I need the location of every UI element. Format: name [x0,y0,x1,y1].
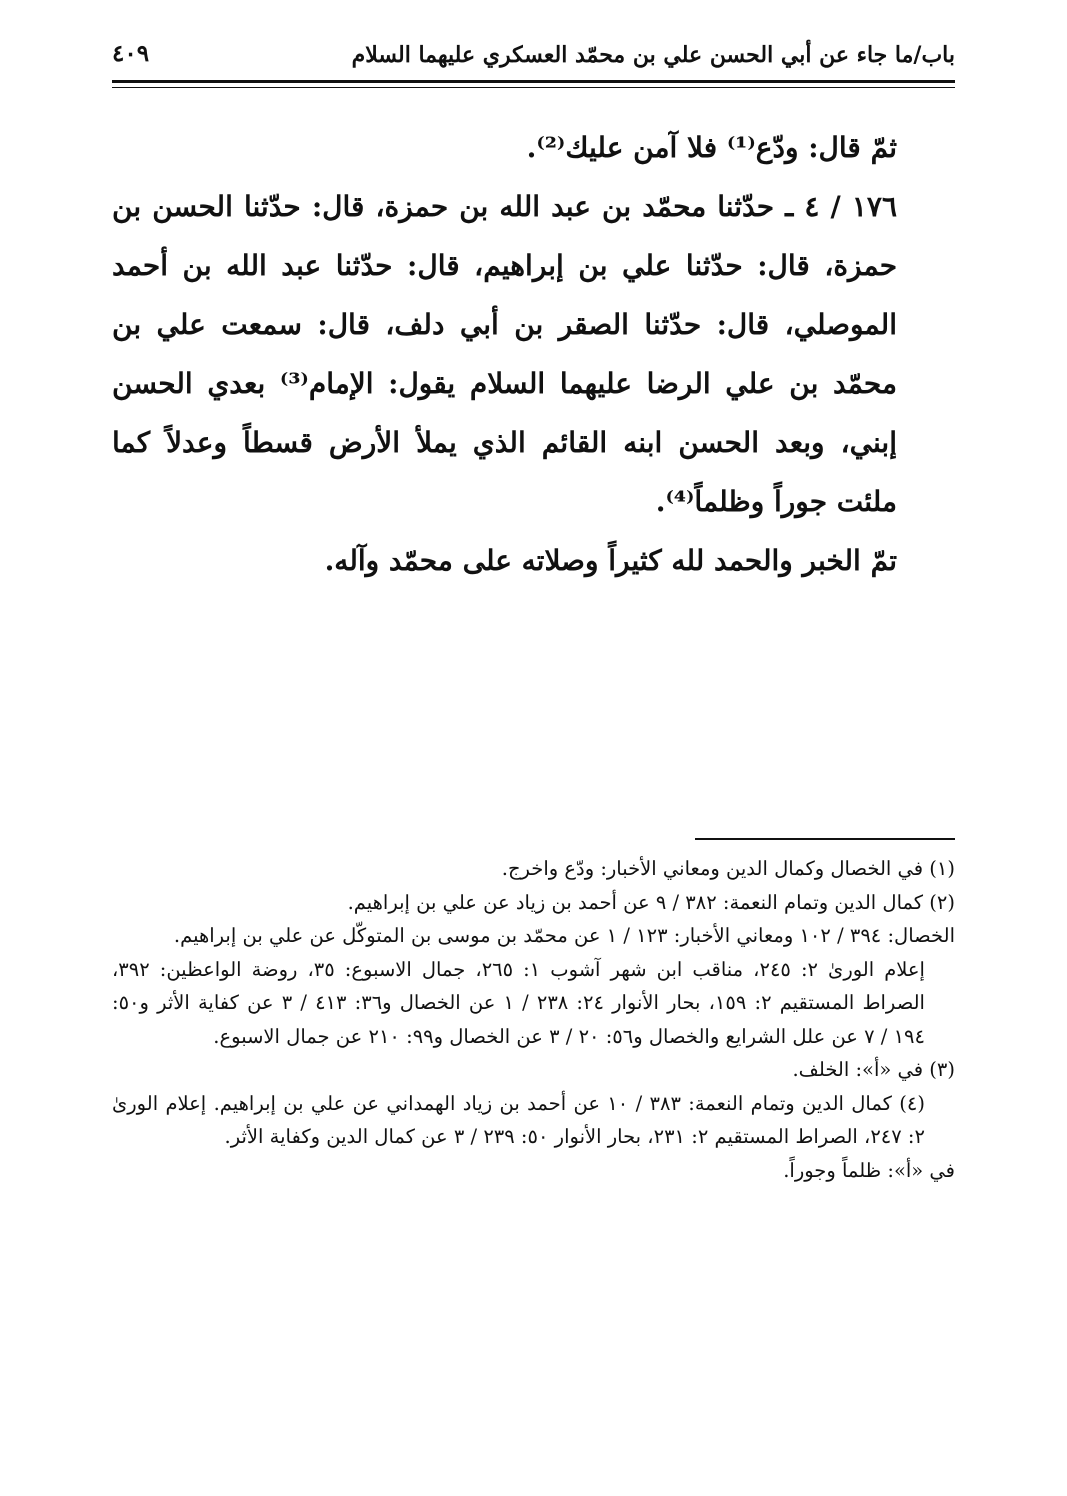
footnote-4-variant: في «أ»: ظلماً وجوراً. [783,1158,955,1182]
footnote-3: (٣) في «أ»: الخلف. [792,1058,955,1081]
paragraph-hadith-176: ١٧٦ / ٤ ـ حدّثنا محمّد بن عبد الله بن حمزة، قال: حدّثنا الحسن بن حمزة، قال: حدّثنا علي بن إبراهيم، قال: حدّثنا عبد الله بن أحمد الموصلي، قال: حدّثنا الصقر بن أبي دلف، قال: سمعت علي بن محمّد بن علي الرضا عليهما السلام يقول: الإمام⁽³⁾ بعدي الحسن إبني، وبعد الحسن ابنه القائم الذي يملأ الأرض قسطاً وعدلاً كما ملئت جوراً وظلماً⁽⁴⁾. [112,190,897,518]
paragraph-closing: تمّ الخبر والحمد لله كثيراً وصلاته على محمّد وآله. [324,544,897,577]
footnote-1: (١) في الخصال وكمال الدين ومعاني الأخبار: ودّع واخرج. [501,857,955,880]
footnotes [112,852,955,1187]
page-number: ٤٠٩ [112,40,150,67]
page-header [112,38,955,74]
main-text [112,118,955,590]
footnote-2-references: إعلام الورىٰ ٢: ٢٤٥، مناقب ابن شهر آشوب ١: ٢٦٥، جمال الاسبوع: ٣٥، روضة الواعظين: ٣٩٢، الصراط المستقيم ٢: ١٥٩، بحار الأنوار ٢٤: ٢٣٨ / ١ عن الخصال و٣٦: ٤١٣ / ٣ عن كفاية الأثر و٥٠: ١٩٤ / ٧ عن علل الشرايع والخصال و٥٦: ٢٠ / ٣ عن الخصال و٩٩: ٢١٠ عن جمال الاسبوع. [112,957,925,1048]
footnote-separator [695,838,955,840]
footnote-4: (٤) كمال الدين وتمام النعمة: ٣٨٣ / ١٠ عن أحمد بن زياد الهمداني عن علي بن إبراهيم. إعلام الورىٰ ٢: ٢٤٧، الصراط المستقيم ٢: ٢٣١، بحار الأنوار ٥٠: ٢٣٩ / ٣ عن كمال الدين وكفاية الأثر. [112,1091,925,1148]
paragraph-farewell: ثمّ قال: ودّع⁽¹⁾ فلا آمن عليك⁽²⁾. [526,131,897,164]
header-rule-thick [112,80,955,83]
footnote-2: (٢) كمال الدين وتمام النعمة: ٣٨٢ / ٩ عن أحمد بن زياد عن علي بن إبراهيم. [347,890,955,914]
footnote-2-continued: الخصال: ٣٩٤ / ١٠٢ ومعاني الأخبار: ١٢٣ / ١ عن محمّد بن موسى بن المتوكّل عن علي بن إبراهيم. [173,924,955,947]
header-rule-thin [112,87,955,88]
running-title: باب/ما جاء عن أبي الحسن علي بن محمّد العسكري عليهما السلام [351,42,955,68]
